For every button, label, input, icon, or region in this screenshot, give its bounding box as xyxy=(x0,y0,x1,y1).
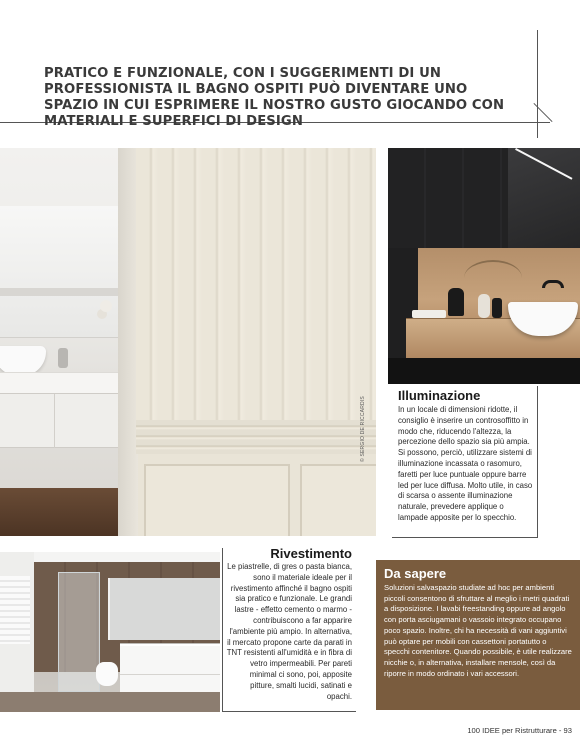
photo-wall-panel xyxy=(118,148,376,536)
wood-floor xyxy=(0,488,118,536)
page-headline: PRATICO E FUNZIONALE, CON I SUGGERIMENTI DI UN PROFESSIONISTA IL BAGNO OSPITI PUÒ DIVENTARE UNO SPAZIO IN CUI ESPRIMERE IL NOSTRO GUSTO GIOCANDO CON MATERIALI E SUPERFICI DI DESIGN xyxy=(44,66,505,129)
mirror xyxy=(108,578,220,640)
photo-bathroom-shower xyxy=(0,552,220,712)
towel xyxy=(412,310,446,318)
photo-bathroom-sink xyxy=(0,148,118,536)
floor xyxy=(0,692,220,712)
black-faucet xyxy=(542,280,564,288)
dried-grass xyxy=(464,260,522,296)
lower-panel-left xyxy=(144,464,290,536)
soap-dispenser xyxy=(492,298,502,318)
white-vase xyxy=(478,294,490,318)
vanity-drawer-line xyxy=(120,674,220,675)
black-lamp xyxy=(448,288,464,316)
vanity-cabinet xyxy=(0,394,118,448)
faucet xyxy=(58,348,68,368)
ribbed-panel xyxy=(136,148,376,420)
wall-edge xyxy=(118,148,138,536)
cabinet-split xyxy=(54,394,55,448)
dark-base xyxy=(388,358,580,384)
mirror-ledge xyxy=(0,288,118,296)
shower-glass xyxy=(58,572,100,692)
molding-band xyxy=(136,420,376,454)
rivestimento-text: Le piastrelle, di gres o pasta bianca, sono il materiale ideale per il rivestimento affinché il bagno ospiti sia pratico e funzionale. Le grandi lastre - effetto cemento o marmo - contribuiscono a far apparire l'ambiente più ampio. In alternativa, il mercato propone carte da parati in TNT resistenti all'umidità e in fibra di vetro impermeabili. Per pareti minimal ci sono, poi, apposite pitture, smalti lucidi, satinati e opachi. xyxy=(226,562,352,701)
toilet xyxy=(96,662,118,686)
illuminazione-box xyxy=(392,386,538,538)
da-sapere-text: Soluzioni salvaspazio studiate ad hoc per ambienti piccoli consentono di sfruttare al meglio i metri quadrati a disposizione. I lavabi freestanding oppure ad angolo con porta asciugamani o vassoio integrato occupano poco spazio. Inoltre, chi ha necessità di vani aggiuntivi può optare per mobili con cassettoni portatutto o specchi contenitore. Quando possibile, è utile realizzare nicchie o, in alternativa, installare mensole, così da riporre in modo ordinato i vari accessori. xyxy=(384,583,572,678)
mirror xyxy=(0,206,118,338)
flower xyxy=(100,300,112,312)
towel-radiator xyxy=(0,576,30,644)
countertop xyxy=(0,372,118,394)
vertical-rule xyxy=(537,30,538,138)
photo-credit: © SERGIO DE RICCARDIS xyxy=(360,396,366,462)
illuminazione-title: Illuminazione xyxy=(398,388,481,403)
lower-panel-right xyxy=(300,464,376,536)
photo-dark-cabinet xyxy=(388,148,580,384)
da-sapere-box xyxy=(376,560,580,710)
rivestimento-rule-vertical xyxy=(222,548,223,712)
page-footer: 100 IDEE per Ristrutturare - 93 xyxy=(467,726,572,735)
illuminazione-text: In un locale di dimensioni ridotte, il consiglio è inserire un controsoffitto in modo che, riducendo l'altezza, la percezione dello spazio sia più ampia. Si possono, perciò, utilizzare sistemi di illuminazione incassata o rasomuro, faretti per luce puntuale oppure barre led per luce diffusa. Molto utile, in caso di scarsa o assente illuminazione naturale, prevedere applique o lampade apposite per lo specchio. xyxy=(398,405,533,522)
rivestimento-rule-horizontal xyxy=(222,711,356,712)
rivestimento-title: Rivestimento xyxy=(270,546,352,561)
da-sapere-title: Da sapere xyxy=(384,566,447,581)
